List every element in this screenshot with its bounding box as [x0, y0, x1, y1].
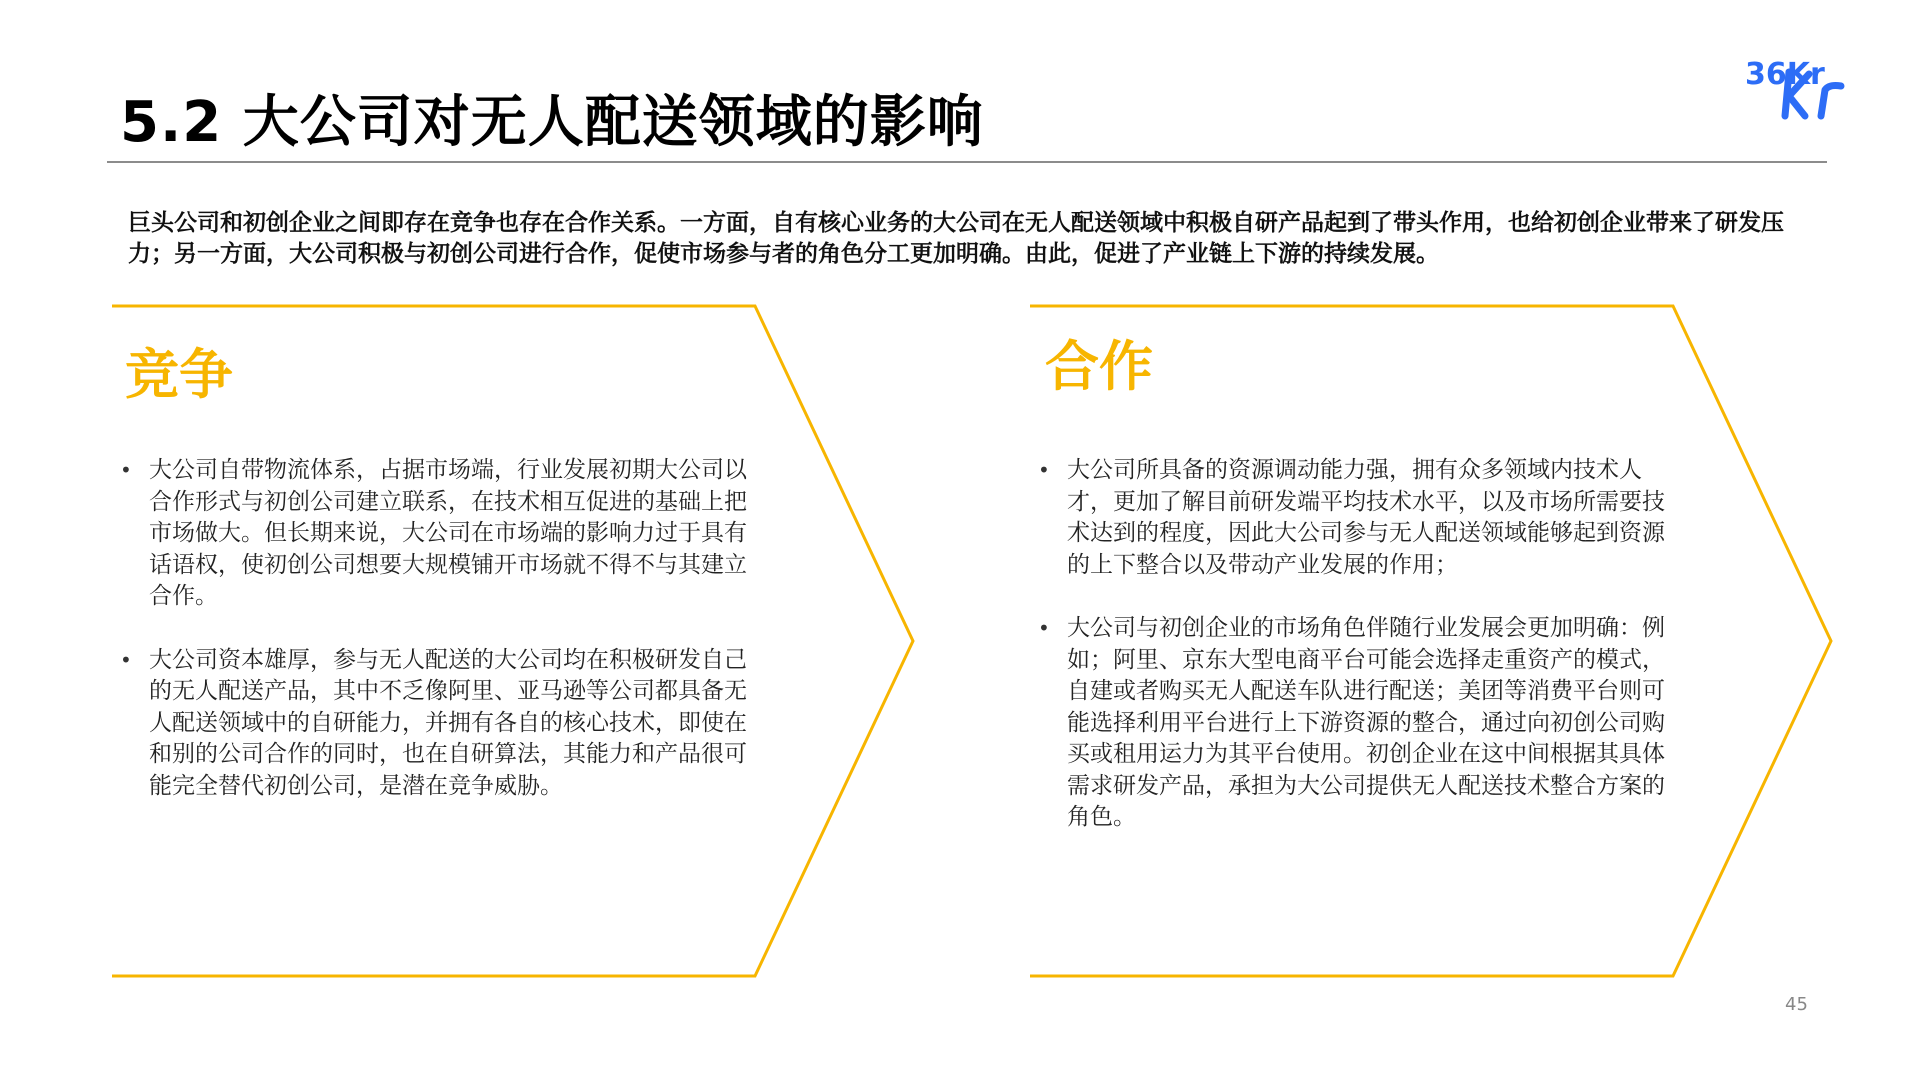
cooperation-list — [1038, 455, 1683, 866]
page-number: 45 — [1785, 994, 1808, 1015]
list-item: • 大公司自带物流体系，占据市场端，行业发展初期大公司以合作形式与初创公司建立联系，在技术相互促进的基础上把市场做大。但长期来说，大公司在市场端的影响力过于具有话语权，使初创公司想要大规模铺开市场就不得不与其建立合作。 — [120, 455, 758, 613]
list-item: • 大公司与初创企业的市场角色伴随行业发展会更加明确：例如；阿里、京东大型电商平台可能会选择走重资产的模式，自建或者购买无人配送车队进行配送；美团等消费平台则可能选择利用平台进行上下游资源的整合，通过向初创公司购买或租用运力为其平台使用。初创企业在这中间根据其具体需求研发产品，承担为大公司提供无人配送技术整合方案的角色。 — [1038, 613, 1683, 834]
intro-paragraph: 巨头公司和初创企业之间即存在竞争也存在合作关系。一方面，自有核心业务的大公司在无人配送领域中积极自研产品起到了带头作用，也给初创企业带来了研发压力；另一方面，大公司积极与初创公司进行合作，促使市场参与者的角色分工更加明确。由此，促进了产业链上下游的持续发展。 — [128, 210, 1784, 267]
cooperation-heading: 合作 — [1045, 335, 1153, 398]
list-item: • 大公司所具备的资源调动能力强，拥有众多领域内技术人才，更加了解目前研发端平均技术水平，以及市场所需要技术达到的程度，因此大公司参与无人配送领域能够起到资源的上下整合以及带动产业发展的作用； — [1038, 455, 1683, 581]
competition-list — [120, 455, 758, 834]
slide-title: 5.2 大公司对无人配送领域的影响 — [120, 90, 984, 155]
competition-heading: 竞争 — [125, 343, 233, 406]
list-item: • 大公司资本雄厚，参与无人配送的大公司均在积极研发自己的无人配送产品，其中不乏像阿里、亚马逊等公司都具备无人配送领域中的自研能力，并拥有各自的核心技术，即使在和别的公司合作的同时，也在自研算法，其能力和产品很可能完全替代初创公司，是潜在竞争威胁。 — [120, 645, 758, 803]
logo-digits: 36Kr — [1745, 57, 1825, 92]
